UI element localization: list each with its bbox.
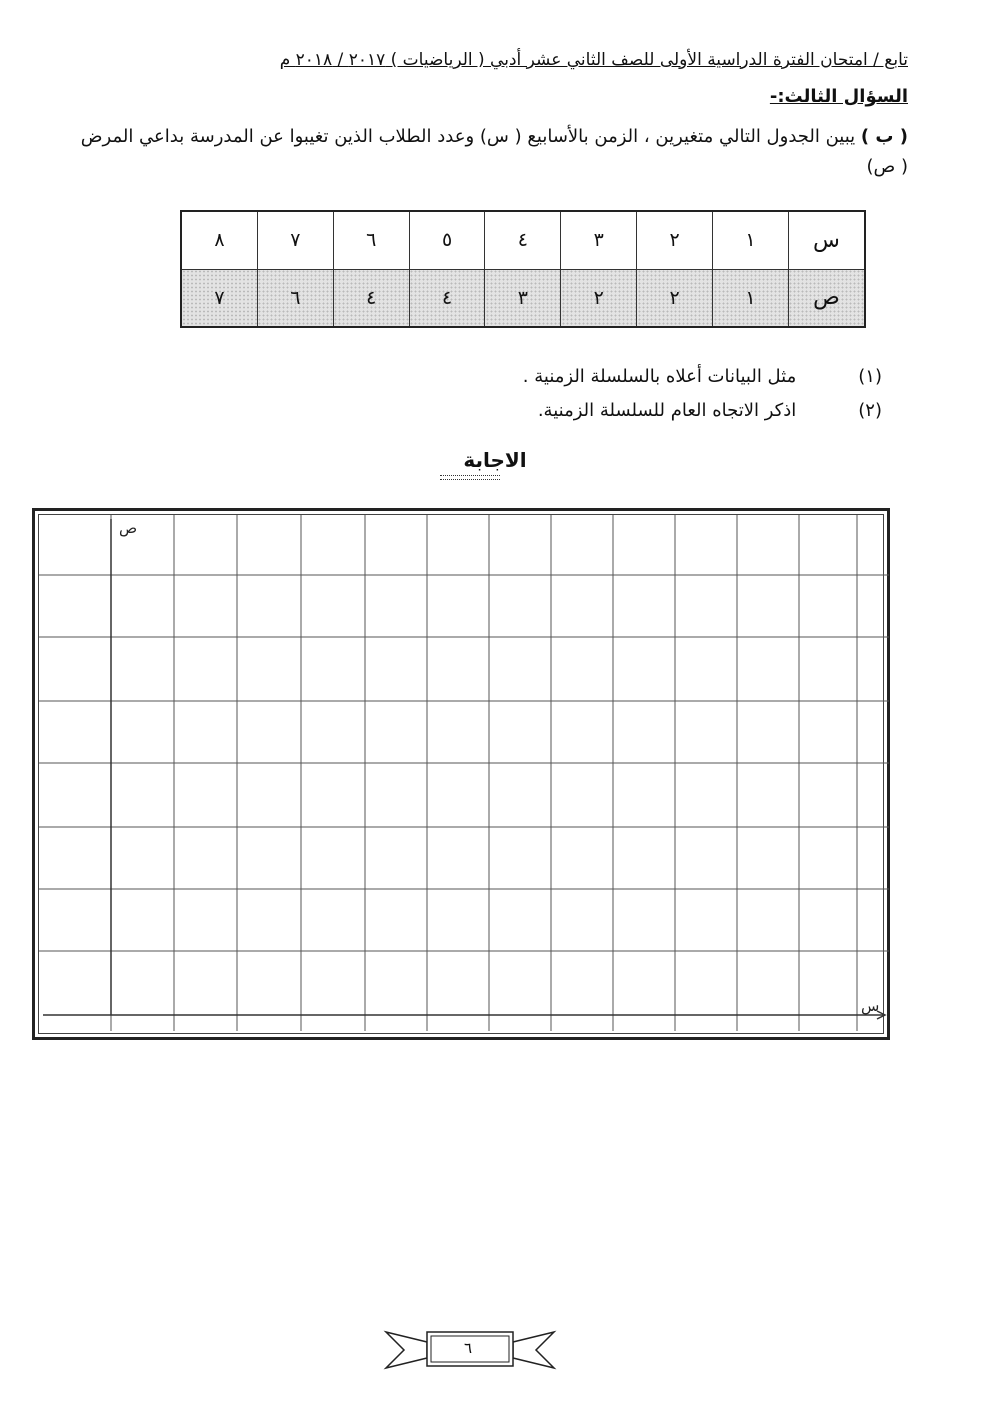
table-cell-x: ٧ <box>257 211 333 269</box>
page-number: ٦ <box>463 1339 473 1357</box>
table-cell-y: ١ <box>713 269 789 327</box>
y-axis-label: ص <box>119 519 138 537</box>
question-number: (٢) <box>858 400 882 421</box>
table-cell-y: ٤ <box>333 269 409 327</box>
table-cell-x: ٤ <box>485 211 561 269</box>
table-cell-y: ٣ <box>485 269 561 327</box>
prompt-label: ( ب ) <box>860 126 908 147</box>
table-cell-y: ٤ <box>409 269 485 327</box>
table-cell-x: ١ <box>713 211 789 269</box>
question-text: مثل البيانات أعلاه بالسلسلة الزمنية . <box>522 366 797 387</box>
table-cell-y: ٧ <box>181 269 257 327</box>
table-cell-x: ٥ <box>409 211 485 269</box>
graph-area <box>38 514 884 1034</box>
graph-paper <box>32 508 890 1040</box>
section-title: السؤال الثالث:- <box>769 86 908 107</box>
question-item <box>523 366 882 387</box>
answer-title-underline <box>440 475 500 480</box>
prompt-text: يبين الجدول التالي متغيرين ، الزمن بالأسابيع ( س) وعدد الطلاب الذين تغيبوا عن المدرسة بداعي المرض ( ص) <box>80 126 908 177</box>
table-cell-x: ٨ <box>181 211 257 269</box>
table-header-x: س <box>788 211 865 269</box>
question-text: اذكر الاتجاه العام للسلسلة الزمنية. <box>537 400 797 421</box>
question-prompt <box>78 122 908 182</box>
data-table <box>180 210 866 328</box>
table-row-x <box>181 211 865 269</box>
page-number-banner <box>380 1318 560 1378</box>
graph-grid <box>39 515 889 1039</box>
table-cell-y: ٢ <box>561 269 637 327</box>
exam-header: تابع / امتحان الفترة الدراسية الأولى للصف الثاني عشر أدبي ( الرياضيات ) ٢٠١٧ / ٢٠١٨ م <box>279 50 908 70</box>
answer-title: الاجابة <box>463 448 527 472</box>
table-row-y <box>181 269 865 327</box>
question-item <box>538 400 882 421</box>
table-cell-y: ٦ <box>257 269 333 327</box>
question-number: (١) <box>858 366 882 387</box>
table-cell-x: ٢ <box>637 211 713 269</box>
x-axis-label: س <box>861 997 880 1015</box>
table-cell-x: ٣ <box>561 211 637 269</box>
table-cell-x: ٦ <box>333 211 409 269</box>
table-header-y: ص <box>788 269 865 327</box>
table-cell-y: ٢ <box>637 269 713 327</box>
